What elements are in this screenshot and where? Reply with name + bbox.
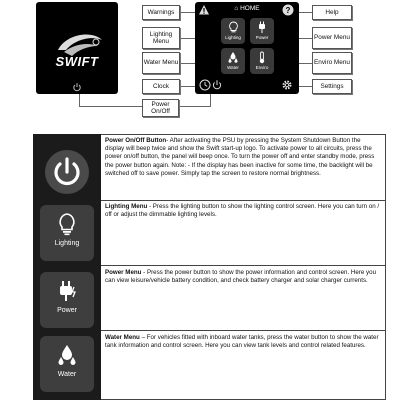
lighting-tile[interactable] bbox=[221, 18, 245, 44]
callout-power-menu: Power Menu bbox=[312, 27, 352, 49]
home-icon: ⌂ bbox=[234, 5, 241, 12]
lighting-button[interactable] bbox=[40, 205, 94, 261]
home-screen bbox=[195, 2, 299, 94]
callout-settings: Settings bbox=[312, 79, 352, 94]
plug-icon bbox=[256, 21, 268, 34]
section-body: - Press the power button to show the power information and control screen. Here you can view leisure/vehicle battery condition, and check battery charger and solar charger currents. bbox=[105, 269, 377, 285]
bulb-icon bbox=[56, 212, 78, 236]
power-tile[interactable] bbox=[250, 18, 274, 44]
section-power-menu bbox=[101, 266, 386, 331]
swift-logo-text: SWIFT bbox=[55, 54, 99, 69]
section-lighting-menu bbox=[101, 201, 386, 266]
bulb-icon bbox=[228, 21, 239, 34]
power-icon[interactable] bbox=[72, 82, 82, 92]
section-power-onoff bbox=[101, 135, 386, 201]
power-menu-button[interactable] bbox=[40, 272, 94, 328]
section-title: Power Menu bbox=[105, 269, 142, 276]
water-menu-button[interactable] bbox=[40, 336, 94, 392]
water-menu-button-label: Water bbox=[57, 371, 77, 378]
power-menu-button-label: Power bbox=[57, 307, 77, 314]
thermometer-icon bbox=[256, 51, 268, 64]
drops-icon bbox=[55, 343, 79, 367]
callout-clock: Clock bbox=[142, 79, 180, 94]
section-water-menu bbox=[101, 331, 386, 400]
callout-power-onoff: Power On/Off bbox=[142, 99, 179, 117]
tile-label: Enviro bbox=[255, 65, 269, 70]
gear-icon[interactable] bbox=[281, 79, 293, 91]
callout-water-menu: Water Menu bbox=[142, 52, 180, 74]
section-body: – For vehicles fitted with inboard water tanks, press the water button to show the water tank information and control screen. Here you can view tank levels and control related features. bbox=[105, 334, 379, 350]
clock-icon[interactable] bbox=[199, 79, 211, 91]
lighting-button-label: Lighting bbox=[54, 240, 80, 247]
callout-help: Help bbox=[312, 5, 352, 20]
help-icon[interactable] bbox=[282, 4, 294, 16]
tile-label: Water bbox=[227, 65, 239, 70]
power-button[interactable] bbox=[45, 150, 89, 194]
connector-line bbox=[210, 92, 211, 107]
enviro-tile[interactable] bbox=[250, 48, 274, 74]
plug-icon bbox=[55, 279, 79, 303]
callout-warnings: Warnings bbox=[142, 5, 180, 20]
connector-line bbox=[79, 94, 80, 106]
svg-text:?: ? bbox=[285, 6, 291, 15]
section-title: Water Menu bbox=[105, 334, 140, 341]
section-title: Power On/Off Button bbox=[105, 137, 167, 144]
section-title: Lighting Menu bbox=[105, 203, 148, 210]
tile-label: Lighting bbox=[225, 35, 241, 40]
swift-display-startup bbox=[36, 2, 118, 94]
section-body: - After activating the PSU by pressing the System Shutdown Button the display will beep twice and show the Swift start-up logo. To activate power to all circuits, press the power on/off button, the panel will beep once. To turn the power off and enter standby mode, press the power button again. Note: - If the display has been inactive for some time, the backlight will be switched off to save power. Simply tap the screen to restore normal brightness. bbox=[105, 137, 375, 177]
drops-icon bbox=[227, 51, 239, 64]
connector-line bbox=[179, 106, 210, 107]
callout-lighting-menu: Lighting Menu bbox=[142, 27, 180, 49]
connector-line bbox=[79, 106, 142, 107]
water-tile[interactable] bbox=[221, 48, 245, 74]
power-icon[interactable] bbox=[211, 79, 223, 91]
section-body: - Press the lighting button to show the lighting control screen. Here you can turn on / off or adjust the dimmable lighting levels. bbox=[105, 203, 380, 219]
tile-label: Power bbox=[255, 35, 269, 40]
power-icon bbox=[45, 150, 89, 194]
callout-enviro-menu: Enviro Menu bbox=[312, 52, 352, 74]
home-title: ⌂ HOME bbox=[234, 5, 260, 12]
